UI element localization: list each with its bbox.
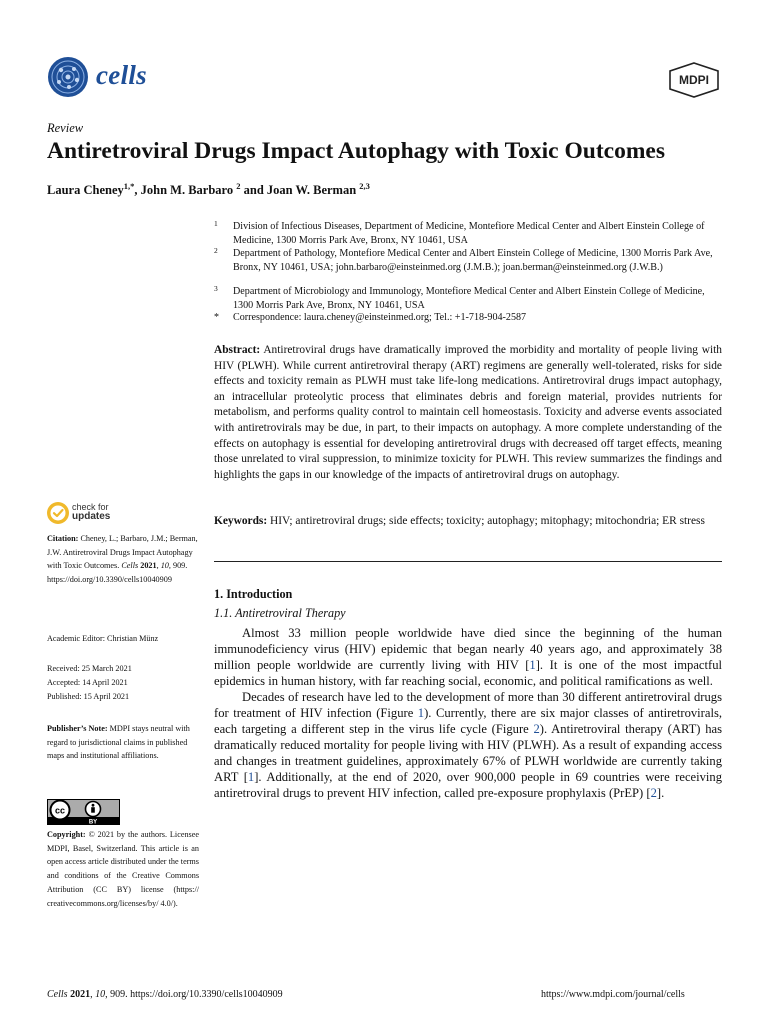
author-affil-marker: 1,* (123, 181, 135, 191)
author-name[interactable]: John M. Barbaro (140, 183, 234, 198)
check-for-updates-button[interactable] (46, 501, 166, 525)
citation-link[interactable]: 1 (529, 658, 536, 672)
published-date: Published: 15 April 2021 (47, 692, 130, 701)
figure-link[interactable]: 1 (417, 706, 425, 720)
citation-journal: Cells (121, 561, 139, 571)
body-paragraph (214, 689, 722, 801)
affiliation (214, 220, 724, 247)
section-heading: 1. Introduction (214, 587, 293, 601)
footer-journal-url[interactable]: https://www.mdpi.com/journal/cells (541, 989, 685, 1000)
keywords (214, 514, 722, 530)
journal-logo-icon (47, 56, 89, 98)
figure-link[interactable]: 2 (533, 722, 540, 736)
correspondence-text: Correspondence: laura.cheney@einsteinmed.org; Tel.: +1-718-904-2587 (233, 312, 527, 323)
citation-doi[interactable]: , 909. https://doi.org/10.3390/cells10040909 (47, 561, 188, 585)
keywords-text: HIV; antiretroviral drugs; side effects; toxicity; autophagy; mitophagy; mitochondria; ER stress (270, 515, 705, 527)
publisher-name: MDPI (679, 73, 709, 87)
author-separator: and (240, 183, 267, 198)
citation-text: Cheney, L.; Barbaro, J.M.; Berman, J.W. Antiretroviral Drugs Impact Autophagy with Toxic Outcomes. (47, 534, 198, 571)
cc-by-license-icon[interactable] (47, 799, 120, 825)
body-paragraph (214, 625, 722, 689)
footer-journal: Cells (47, 989, 68, 1000)
citation-link[interactable]: 2 (650, 786, 657, 800)
affiliation-marker: 1 (214, 219, 218, 228)
section-divider (214, 561, 722, 562)
accepted-date: Accepted: 14 April 2021 (47, 678, 128, 687)
affiliation (214, 247, 724, 274)
check-updates-icon (46, 501, 70, 525)
check-updates-line2: updates (72, 511, 111, 522)
received-date: Received: 25 March 2021 (47, 664, 132, 673)
author-separator: , (134, 183, 141, 198)
citation-year: 2021 (140, 561, 157, 571)
author-name[interactable]: Joan W. Berman (266, 183, 357, 198)
check-updates-line1: check for (72, 502, 109, 512)
footer-citation: Cells 2021, 10, 909. https://doi.org/10.3390/cells10040909 (47, 989, 283, 1000)
footer-year: 2021 (70, 989, 91, 1000)
author-affil-marker: 2 (236, 181, 241, 191)
abstract-text: Antiretroviral drugs have dramatically improved the morbidity and mortality of people living with HIV (PLWH). While current antiretroviral therapy (ART) regimens are generally well-tolerated, risks for side effects and toxicity remain as PLWH must take life-long medications. Antiretroviral drugs impact autophagy, an intracellular proteolytic process that eliminates debris and foreign material, provides nutrients for metabolism, and performs quality control to maintain cell homeostasis. Toxicity and adverse events associated with antiretrovirals may be due, in part, to their impacts on autophagy. A more complete understanding of the effects on autophagy is essential for developing antiretroviral drugs with decreased off target effects, meaning those unrelated to viral suppression, to minimize toxicity for PLWH. This review summarizes the findings and highlights the gaps in our knowledge of the impacts of antiretroviral drugs on autophagy. (214, 344, 722, 481)
correspondence (214, 311, 724, 325)
paragraph-text: Almost 33 million people worldwide have died since the beginning of the human immunodeficiency virus (HIV) epidemic that began nearly 40 years ago, and approximately 38 million people worldwide are currently living with HIV [ (214, 626, 722, 672)
footer-volume: 10 (95, 989, 106, 1000)
paragraph-text: ]. It is one of the most impactful epidemics in human history, with far reaching social, economic, and political ramifications as well. (214, 658, 722, 688)
affiliation-text: Department of Pathology, Montefiore Medical Center and Albert Einstein College of Medicine, 1300 Morris Park Ave, Bronx, NY 10461, USA; john.barbaro@einsteinmed.org (J.M.B.); joan.berman@einsteinmed.org (J.W.B.) (233, 248, 713, 273)
author-affil-marker: 2,3 (359, 181, 370, 191)
abstract-label: Abstract: (214, 344, 261, 356)
paragraph-text: ]. (656, 786, 665, 800)
cc-badge-label: BY (88, 819, 98, 825)
copyright-notice (47, 828, 199, 910)
keywords-label: Keywords: (214, 515, 268, 527)
citation-block: Citation: Cheney, L.; Barbaro, J.M.; Berman, J.W. Antiretroviral Drugs Impact Autophagy with Toxic Outcomes. Cells 2021, 10, 909. https://doi.org/10.3390/cells10040909 (47, 534, 198, 585)
journal-name: cells (96, 60, 147, 90)
publisher-logo (668, 62, 720, 98)
citation-label: Citation: (47, 534, 79, 543)
copyright-label: Copyright: (47, 830, 86, 839)
affiliation (214, 285, 724, 312)
article-type: Review (47, 121, 84, 135)
citation-volume: 10 (160, 561, 169, 571)
author-list (47, 181, 370, 198)
subsection-heading: 1.1. Antiretroviral Therapy (214, 606, 346, 620)
footer-doi[interactable]: , 909. https://doi.org/10.3390/cells10040909 (105, 989, 283, 1000)
paragraph-text: Decades of research have led to the development of more than 30 different antiretroviral drugs for treatment of HIV infection (Figure (214, 690, 722, 720)
affiliation-marker: 3 (214, 284, 218, 293)
paragraph-text: ). Currently, there are six major classes of antiretrovirals, each targeting a different step in the virus life cycle (Figure (214, 706, 722, 736)
affiliation-text: Division of Infectious Diseases, Department of Medicine, Montefiore Medical Center and Albert Einstein College of Medicine, 1300 Morris Park Ave, Bronx, NY 10461, USA (233, 221, 705, 246)
author-name[interactable]: Laura Cheney (47, 183, 124, 198)
paragraph-text: ). Antiretroviral therapy (ART) has dramatically reduced mortality for people living with HIV (PLWH). As a result of expanding access and changes in treatment guidelines, approximately 67% of PLWH worldwide are currently taking ART [ (214, 722, 722, 784)
affiliation-text: Department of Microbiology and Immunology, Montefiore Medical Center and Albert Einstein College of Medicine, 1300 Morris Park Ave, Bronx, NY 10461, USA (233, 286, 705, 311)
correspondence-marker: * (214, 312, 219, 323)
citation-link[interactable]: 1 (247, 770, 255, 784)
academic-editor: Academic Editor: Christian Münz (47, 634, 159, 643)
publisher-note-text: MDPI stays neutral with regard to jurisdictional claims in published maps and institutional affiliations. (47, 724, 190, 761)
affiliation-marker: 2 (214, 246, 218, 255)
paragraph-text: ]. Additionally, at the end of 2020, over 900,000 people in 69 countries were receiving antiretroviral drugs to prevent HIV infection, called pre-exposure prophylaxis (PrEP) [ (214, 770, 723, 800)
publisher-note-label: Publisher’s Note: (47, 724, 108, 733)
publisher-note (47, 722, 199, 763)
copyright-text: © 2021 by the authors. Licensee MDPI, Basel, Switzerland. This article is an open access article distributed under the terms and conditions of the Creative Commons Attribution (CC BY) license (https:// creativecommons.org/licenses/by/ 4.0/). (47, 830, 200, 908)
article-title: Antiretroviral Drugs Impact Autophagy with Toxic Outcomes (47, 138, 665, 164)
svg-text:cc: cc (54, 805, 66, 816)
abstract (214, 343, 722, 483)
